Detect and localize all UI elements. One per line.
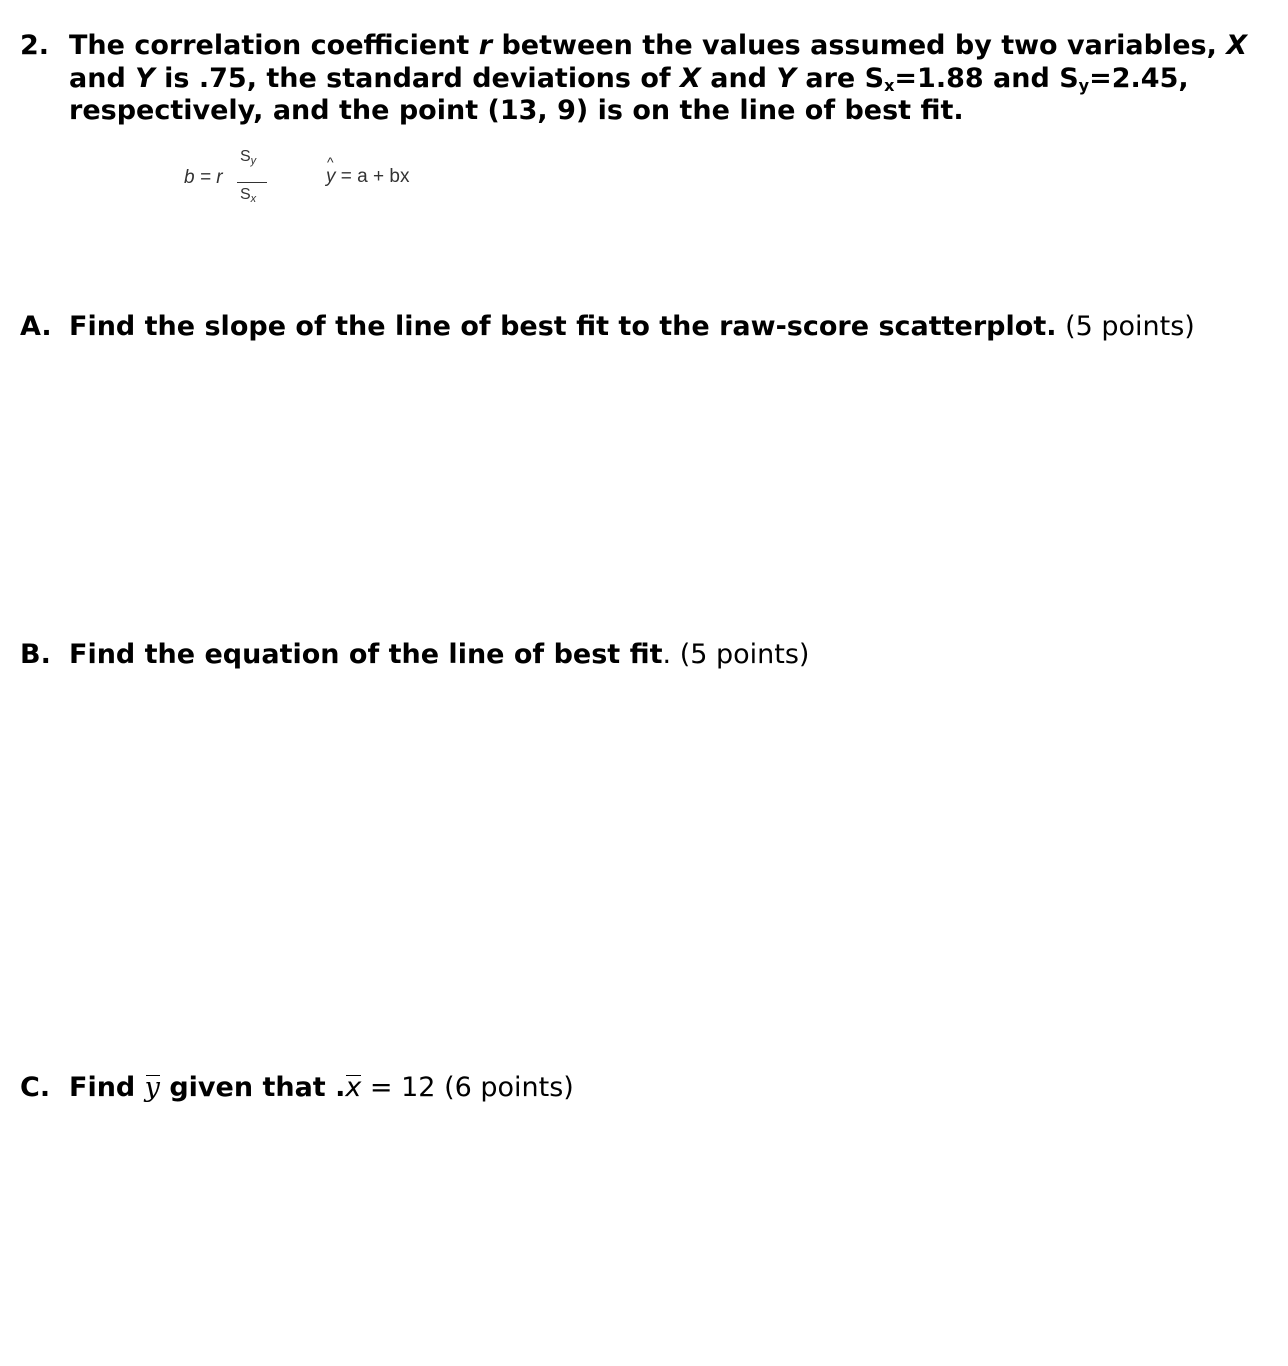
part-b-period: . [662,639,672,670]
var-x: X [1226,30,1248,61]
problem-text-between: between the values assumed by two variables, [492,30,1227,61]
slope-formula-numerator [240,148,256,167]
problem-statement [20,30,1280,128]
part-b [20,639,1280,672]
subscript-x: x [884,75,895,95]
problem-number: 2. [20,30,50,61]
problem-text-is: is .75, the standard deviations of [154,62,681,94]
x-bar-symbol: x [345,1072,362,1103]
problem-text-intro: The correlation coefficient [69,30,479,61]
problem-text-line3: respectively, and the point (13, 9) is on the line of best fit. [69,95,964,126]
part-b-points: (5 points) [671,639,810,670]
denominator-s: S [240,186,251,203]
slope-formula-denominator [240,186,256,205]
numerator-subscript: y [250,155,257,167]
numerator-s: S [240,148,251,165]
line-formula [326,166,409,188]
problem-text-and: and [700,62,777,94]
part-b-prompt: Find the equation of the line of best fit [69,639,663,670]
x-bar-value: = 12 [361,1072,436,1103]
y-hat-symbol: ^ y [326,166,336,188]
slope-formula [184,148,274,218]
slope-formula-lhs: b = r [184,167,223,188]
problem-text-are: are S [795,62,885,94]
var-y: Y [135,62,155,94]
problem-text-sx-value: =1.88 and S [894,62,1079,94]
part-a [20,311,1280,344]
var-r: r [478,30,493,61]
problem-text [69,30,1280,128]
line-formula-rhs: = a + bx [335,166,410,187]
y-bar-symbol: y [144,1072,160,1103]
denominator-subscript: x [250,193,257,205]
part-c-given: given that . [159,1072,346,1103]
part-c-letter: C. [20,1072,51,1103]
part-a-prompt: Find the slope of the line of best fit to the raw-score scatterplot. [69,311,1057,342]
part-a-points: (5 points) [1056,311,1195,342]
part-a-letter: A. [20,311,52,342]
part-b-letter: B. [20,639,51,670]
fraction-bar [237,182,267,183]
problem-text-sy-value: =2.45, [1089,62,1189,94]
var-x: X [680,62,701,94]
part-c-points: (6 points) [435,1072,574,1103]
subscript-y: y [1078,75,1090,95]
part-c [20,1072,1280,1105]
part-c-find: Find [69,1072,145,1103]
problem-text-and: and [69,62,136,94]
var-y: Y [776,62,796,94]
